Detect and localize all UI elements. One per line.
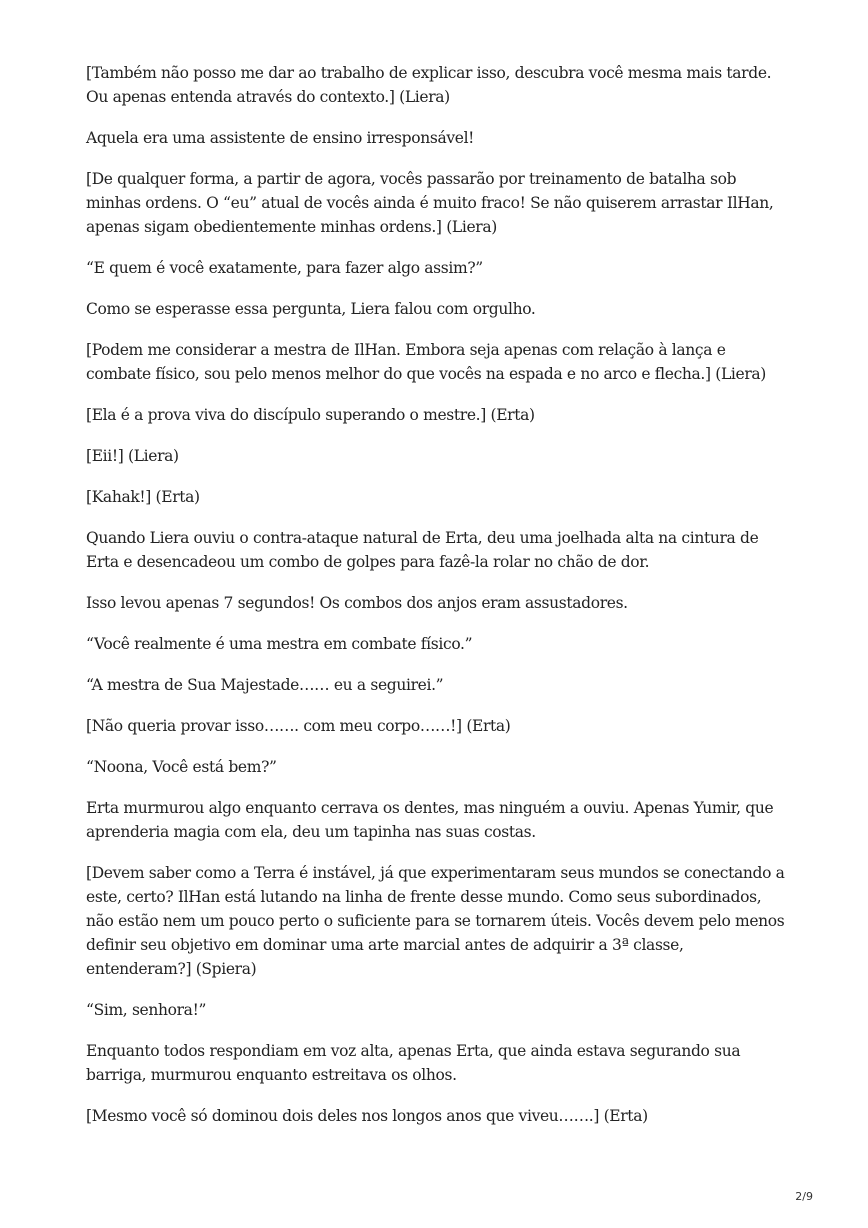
paragraph: [Devem saber como a Terra é instável, já que experimentaram seus mundos se conectando a este, certo? IlHan está lutando na linha de frente desse mundo. Como seus subordinados, não estão nem um pouco perto o suficiente para se tornarem úteis. Vocês devem pelo menos definir seu objetivo em dominar uma arte marcial antes de adquirir a 3ª classe, entenderam?] (Spiera) [86,864,785,978]
paragraph: [Eii!] (Liera) [86,447,179,465]
paragraph: [Podem me considerar a mestra de IlHan. Embora seja apenas com relação à lança e combate físico, sou pelo menos melhor do que vocês na espada e no arco e flecha.] (Liera) [86,341,766,383]
paragraph: [Não queria provar isso……. com meu corpo……!] (Erta) [86,717,511,735]
paragraph: Quando Liera ouviu o contra-ataque natural de Erta, deu uma joelhada alta na cintura de Erta e desencadeou um combo de golpes para fazê-la rolar no chão de dor. [86,529,759,571]
paragraph: “E quem é você exatamente, para fazer algo assim?” [86,259,483,277]
paragraph: [Kahak!] (Erta) [86,488,200,506]
paragraph: Aquela era uma assistente de ensino irresponsável! [86,129,475,147]
paragraph: [De qualquer forma, a partir de agora, vocês passarão por treinamento de batalha sob minhas ordens. O “eu” atual de vocês ainda é muito fraco! Se não quiserem arrastar IlHan, apenas sigam obedientemente minhas ordens.] (Liera) [86,170,774,236]
page-number: 2/9 [795,1190,813,1203]
paragraph: “A mestra de Sua Majestade…… eu a seguirei.” [86,676,444,694]
paragraph: “Noona, Você está bem?” [86,758,277,776]
paragraph: Como se esperasse essa pergunta, Liera falou com orgulho. [86,300,536,318]
paragraph: Erta murmurou algo enquanto cerrava os dentes, mas ninguém a ouviu. Apenas Yumir, que aprenderia magia com ela, deu um tapinha nas suas costas. [86,799,774,841]
document-body [86,61,786,1145]
paragraph: [Ela é a prova viva do discípulo superando o mestre.] (Erta) [86,406,535,424]
paragraph: Enquanto todos respondiam em voz alta, apenas Erta, que ainda estava segurando sua barriga, murmurou enquanto estreitava os olhos. [86,1042,741,1084]
paragraph: [Também não posso me dar ao trabalho de explicar isso, descubra você mesma mais tarde. Ou apenas entenda através do contexto.] (Liera) [86,64,772,106]
paragraph: [Mesmo você só dominou dois deles nos longos anos que viveu…….] (Erta) [86,1107,648,1125]
paragraph: “Você realmente é uma mestra em combate físico.” [86,635,473,653]
paragraph: “Sim, senhora!” [86,1001,207,1019]
paragraph: Isso levou apenas 7 segundos! Os combos dos anjos eram assustadores. [86,594,628,612]
